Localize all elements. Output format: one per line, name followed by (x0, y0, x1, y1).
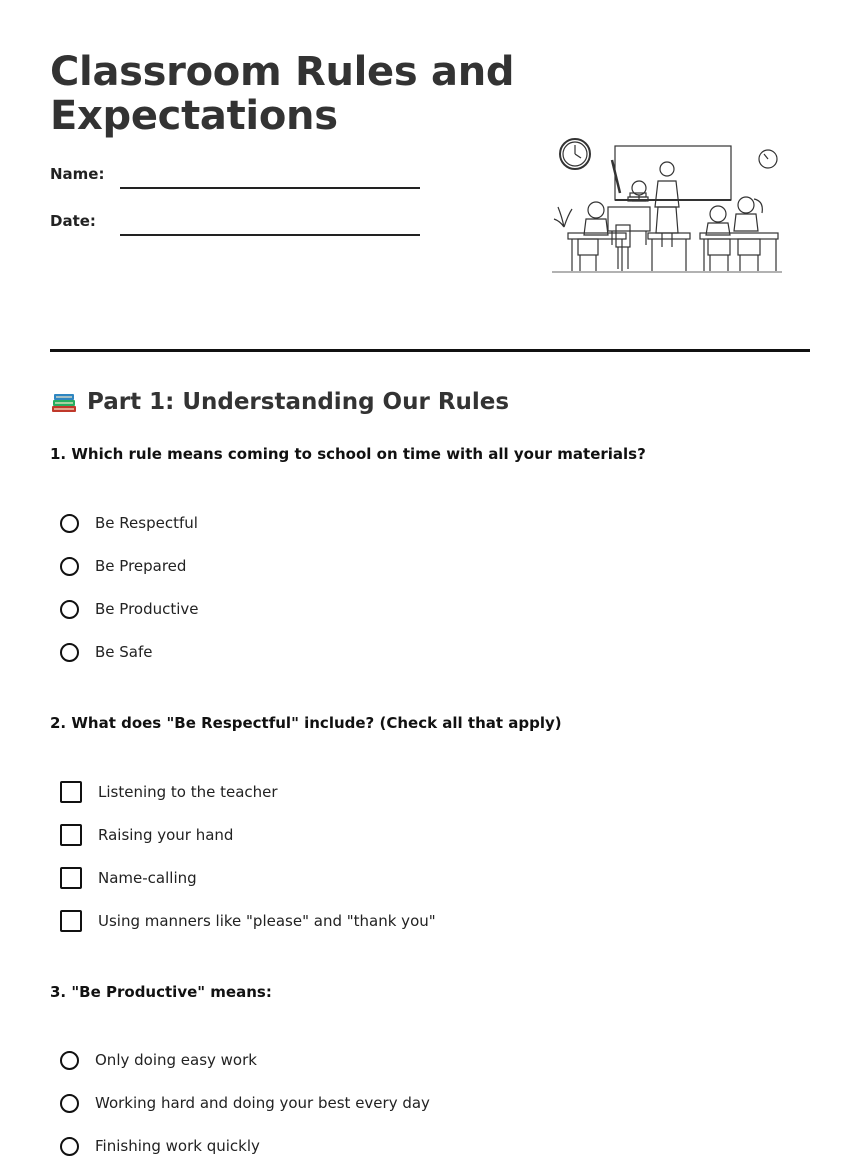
option-label: Name-calling (98, 869, 197, 887)
section-divider (50, 349, 810, 352)
q2-option-1[interactable] (60, 780, 278, 804)
question-3: 3. "Be Productive" means: (50, 983, 272, 1001)
date-field (50, 212, 420, 236)
name-line[interactable] (120, 187, 420, 189)
option-label: Raising your hand (98, 826, 234, 844)
option-label: Using manners like "please" and "thank you" (98, 912, 436, 930)
question-2: 2. What does "Be Respectful" include? (Check all that apply) (50, 714, 562, 732)
radio-button[interactable] (60, 557, 79, 576)
radio-button[interactable] (60, 600, 79, 619)
question-1: 1. Which rule means coming to school on time with all your materials? (50, 445, 646, 463)
section-title-text: Part 1: Understanding Our Rules (87, 389, 510, 415)
checkbox[interactable] (60, 910, 82, 932)
radio-button[interactable] (60, 643, 79, 662)
q1-option-1[interactable] (60, 511, 198, 535)
option-label: Be Respectful (95, 514, 198, 532)
q2-option-2[interactable] (60, 823, 233, 847)
name-field (50, 165, 420, 189)
date-line[interactable] (120, 234, 420, 236)
radio-button[interactable] (60, 1137, 79, 1156)
option-label: Only doing easy work (95, 1051, 257, 1069)
classroom-illustration (550, 135, 785, 275)
q1-option-3[interactable] (60, 597, 199, 621)
section-title (50, 388, 509, 416)
q1-option-4[interactable] (60, 640, 153, 664)
option-label: Be Prepared (95, 557, 187, 575)
date-label: Date: (50, 212, 96, 230)
q2-option-3[interactable] (60, 866, 197, 890)
option-label: Working hard and doing your best every day (95, 1094, 430, 1112)
q3-option-2[interactable] (60, 1091, 430, 1115)
checkbox[interactable] (60, 824, 82, 846)
name-label: Name: (50, 165, 105, 183)
q2-option-4[interactable] (60, 909, 436, 933)
option-label: Listening to the teacher (98, 783, 278, 801)
option-label: Be Safe (95, 643, 153, 661)
option-label: Finishing work quickly (95, 1137, 260, 1155)
checkbox[interactable] (60, 781, 82, 803)
option-label: Be Productive (95, 600, 199, 618)
q3-option-3[interactable] (60, 1134, 260, 1158)
page-title: Classroom Rules and Expectations (50, 49, 515, 139)
radio-button[interactable] (60, 1094, 79, 1113)
checkbox[interactable] (60, 867, 82, 889)
q1-option-2[interactable] (60, 554, 186, 578)
books-icon (50, 388, 78, 416)
radio-button[interactable] (60, 514, 79, 533)
radio-button[interactable] (60, 1051, 79, 1070)
q3-option-1[interactable] (60, 1048, 257, 1072)
